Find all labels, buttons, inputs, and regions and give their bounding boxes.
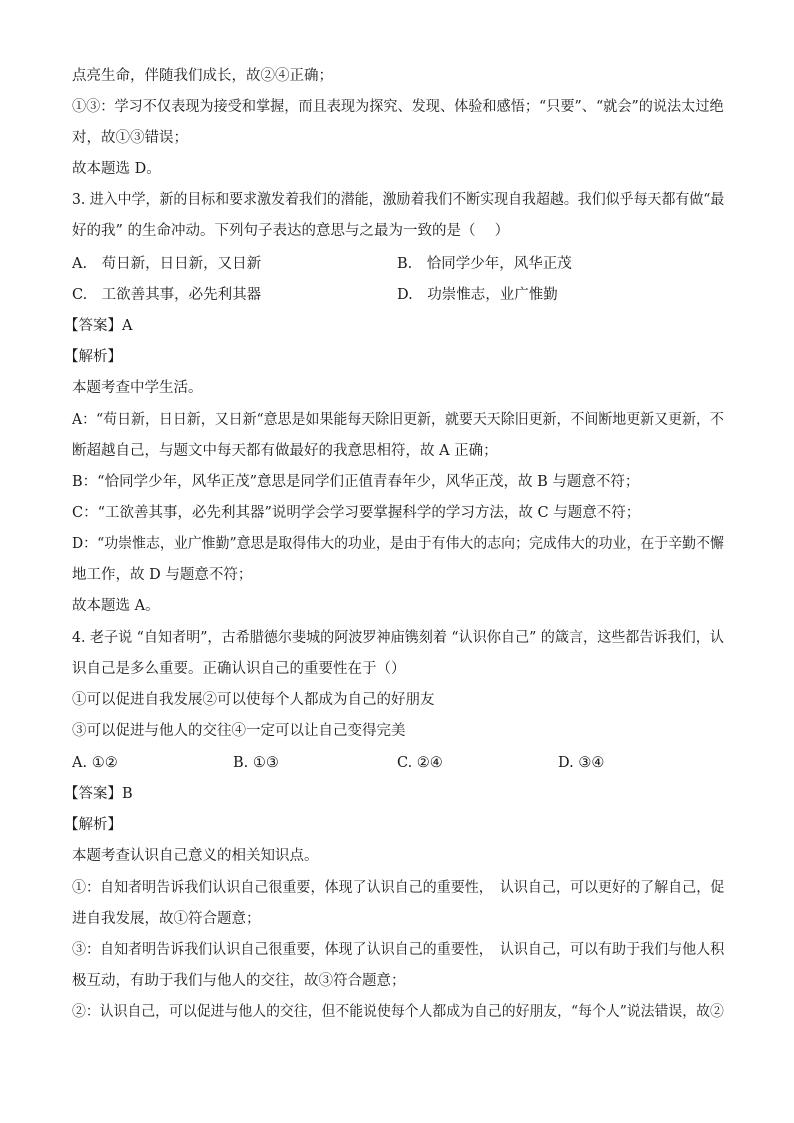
text-line: ①③：学习不仅表现为接受和掌握，而且表现为探究、发现、体验和感悟；“只要”、“就会”的说法太过绝 xyxy=(72,99,724,115)
question-3-text: 3. 进入中学，新的目标和要求激发着我们的潜能，激励着我们不断实现自我超越。我们似乎每天都有做“最 xyxy=(72,192,725,208)
text-line: D：“功崇惟志，业广惟勤”意思是取得伟大的功业，是由于有伟大的志向；完成伟大的功业，在于辛勤不懈 xyxy=(72,536,724,552)
text-line: ②：认识自己，可以促进与他人的交往，但不能说使每个人都成为自己的好朋友，“每个人”说法错误，故② xyxy=(72,1004,724,1020)
text-line: ①：自知者明告诉我们认识自己很重要，体现了认识自己的重要性， 认识自己，可以更好的了解自己，促 xyxy=(72,880,725,896)
question-3-option-d: D. 功崇惟志，业广惟勤 xyxy=(397,287,558,303)
text-line: C：“工欲善其事，必先利其器”说明学会学习要掌握科学的学习方法，故 C 与题意不符； xyxy=(72,505,641,521)
text-line: 进自我发展，故①符合题意； xyxy=(72,911,261,927)
answer-heading: 【答案】A xyxy=(64,318,133,334)
question-4-option-c: C. ②④ xyxy=(397,755,443,771)
text-line: ③：自知者明告诉我们认识自己很重要，体现了认识自己的重要性， 认识自己，可以有助于我们与他人积 xyxy=(72,942,725,958)
text-line: 故本题选 A。 xyxy=(72,598,160,614)
text-line: 本题考查认识自己意义的相关知识点。 xyxy=(72,848,319,864)
question-3-option-a: A. 苟日新，日日新，又日新 xyxy=(72,256,262,272)
text-line: 本题考查中学生活。 xyxy=(72,380,203,396)
answer-heading: 【答案】B xyxy=(64,786,133,802)
question-3-option-b: B. 恰同学少年，风华正茂 xyxy=(397,256,572,272)
question-3-text: 好的我” 的生命冲动。下列句子表达的意思与之最为一致的是（ ） xyxy=(72,223,510,239)
text-line: 点亮生命，伴随我们成长，故②④正确； xyxy=(72,68,333,84)
analysis-heading: 【解析】 xyxy=(64,817,122,833)
question-4-statements: ③可以促进与他人的交往④一定可以让自己变得完美 xyxy=(72,723,406,739)
text-line: 地工作，故 D 与题意不符； xyxy=(72,567,253,583)
question-4-text: 4. 老子说 “自知者明”，古希腊德尔斐城的阿波罗神庙镌刻着 “认识你自己” 的箴言，这些都告诉我们，认 xyxy=(72,630,724,646)
question-4-option-a: A. ①② xyxy=(72,755,118,771)
question-4-text: 识自己是多么重要。正确认识自己的重要性在于（） xyxy=(72,661,406,677)
text-line: 极互动，有助于我们与他人的交往，故③符合题意； xyxy=(72,973,406,989)
text-line: 故本题选 D。 xyxy=(72,161,161,177)
text-line: 对，故①③错误； xyxy=(72,130,188,146)
question-3-option-c: C. 工欲善其事，必先利其器 xyxy=(72,287,262,303)
question-4-statements: ①可以促进自我发展②可以使每个人都成为自己的好朋友 xyxy=(72,692,435,708)
text-line: 断超越自己，与题文中每天都有做最好的我意思相符，故 A 正确； xyxy=(72,443,498,459)
text-line: B：“恰同学少年，风华正茂”意思是同学们正值青春年少，风华正茂，故 B 与题意不符； xyxy=(72,474,640,490)
question-4-option-d: D. ③④ xyxy=(558,755,605,771)
question-4-option-b: B. ①③ xyxy=(233,755,279,771)
analysis-heading: 【解析】 xyxy=(64,349,122,365)
text-line: A：“苟日新，日日新，又日新“意思是如果能每天除旧更新，就要天天除旧更新，不间断地更新又更新，不 xyxy=(72,412,724,428)
